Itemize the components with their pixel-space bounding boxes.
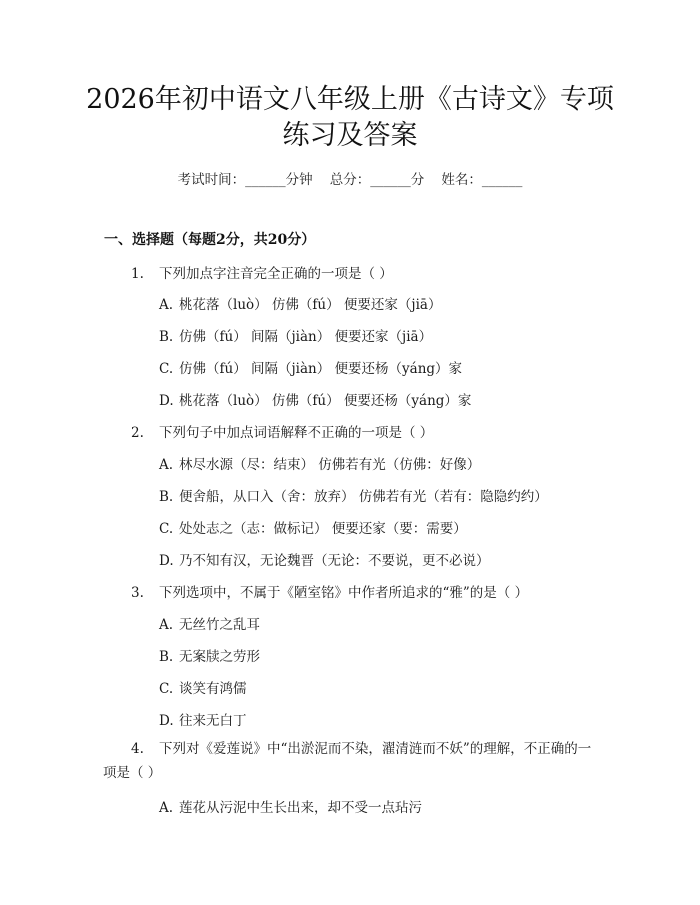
option-text: 仿佛（fú） 间隔（jiàn） 便要还杨（yáng）家	[179, 361, 463, 377]
question-3	[131, 581, 528, 601]
question-text: 下列句子中加点词语解释不正确的一项是（ ）	[159, 425, 434, 441]
question-3-option-a	[159, 613, 260, 633]
question-3-option-b	[159, 645, 260, 665]
option-letter: D.	[159, 553, 174, 569]
question-3-option-c	[159, 677, 247, 697]
option-letter: A.	[159, 617, 174, 633]
option-text: 乃不知有汉，无论魏晋（无论：不要说，更不必说）	[179, 553, 490, 569]
option-text: 便舍船，从口入（舍：放弃） 仿佛若有光（若有：隐隐约约）	[179, 489, 548, 505]
question-number: 2.	[131, 425, 144, 441]
option-letter: D.	[159, 713, 174, 729]
option-letter: D.	[159, 393, 174, 409]
option-text: 无案牍之劳形	[179, 649, 260, 665]
option-text: 无丝竹之乱耳	[179, 617, 260, 633]
option-letter: A.	[159, 800, 174, 816]
question-text: 下列加点字注音完全正确的一项是（ ）	[159, 266, 393, 282]
option-letter: C.	[159, 361, 174, 377]
question-2-option-d	[159, 549, 490, 569]
document-title-line-1: 2026年初中语文八年级上册《古诗文》专项	[86, 84, 614, 115]
question-1	[131, 262, 393, 282]
question-1-option-b	[159, 325, 432, 345]
option-letter: A.	[159, 457, 174, 473]
option-text: 莲花从污泥中生长出来，却不受一点玷污	[179, 800, 422, 816]
option-letter: A.	[159, 297, 174, 313]
question-text: 下列选项中，不属于《陋室铭》中作者所追求的“雅”的是（ ）	[159, 585, 529, 601]
question-1-option-a	[159, 293, 441, 313]
question-2	[131, 421, 433, 441]
option-text: 林尽水源（尽：结束） 仿佛若有光（仿佛：好像）	[179, 457, 481, 473]
option-text: 桃花落（luò） 仿佛（fú） 便要还杨（yáng）家	[179, 393, 472, 409]
question-1-option-c	[159, 357, 462, 377]
question-3-option-d	[159, 709, 247, 729]
question-2-option-c	[159, 517, 467, 537]
question-text: 下列对《爱莲说》中“出淤泥而不染，濯清涟而不妖”的理解，不正确的一项是（ ）	[103, 741, 592, 781]
question-4-option-a	[159, 796, 422, 816]
option-letter: C.	[159, 681, 174, 697]
option-text: 桃花落（luò） 仿佛（fú） 便要还家（jiā）	[179, 297, 442, 313]
option-text: 仿佛（fú） 间隔（jiàn） 便要还家（jiā）	[179, 329, 433, 345]
question-2-option-b	[159, 485, 548, 505]
question-1-option-d	[159, 389, 471, 409]
option-text: 往来无白丁	[179, 713, 247, 729]
question-4	[103, 737, 603, 785]
option-letter: B.	[159, 649, 174, 665]
option-text: 处处志之（志：做标记） 便要还家（要：需要）	[179, 521, 467, 537]
question-2-option-a	[159, 453, 480, 473]
option-letter: B.	[159, 329, 174, 345]
document-title-line-2: 练习及答案	[282, 120, 418, 151]
section-heading: 一、选择题（每题2分，共20分）	[104, 232, 316, 248]
question-number: 3.	[131, 585, 144, 601]
option-text: 谈笑有鸿儒	[179, 681, 247, 697]
question-number: 4.	[131, 741, 144, 757]
option-letter: B.	[159, 489, 174, 505]
option-letter: C.	[159, 521, 174, 537]
question-number: 1.	[131, 266, 144, 282]
exam-meta-line: 考试时间：______分钟 总分：______分 姓名：______	[177, 172, 523, 188]
